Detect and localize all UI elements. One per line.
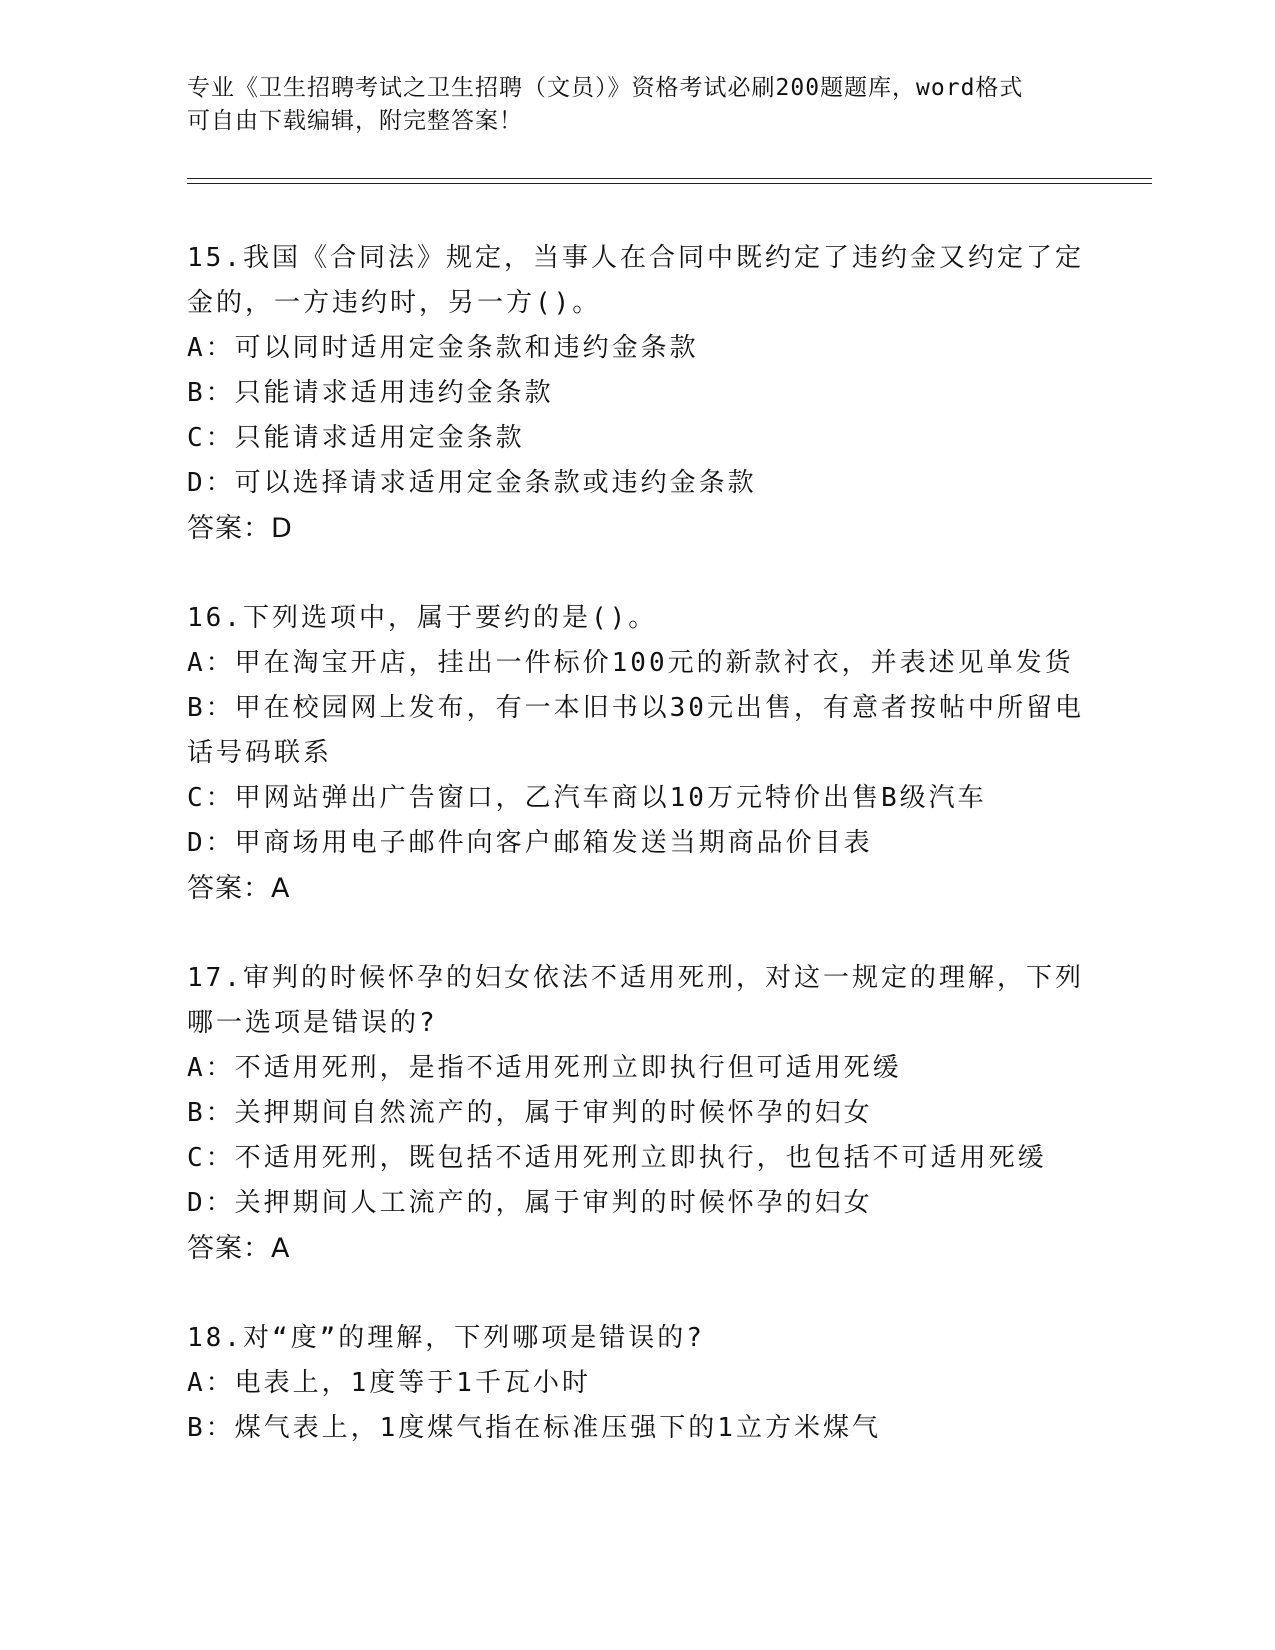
option-a: A：不适用死刑，是指不适用死刑立即执行但可适用死缓: [187, 1053, 902, 1083]
option-d: D：关押期间人工流产的，属于审判的时候怀孕的妇女: [187, 1188, 873, 1218]
question-text: 17.审判的时候怀孕的妇女依法不适用死刑，对这一规定的理解，下列哪一选项是错误的?: [187, 963, 1084, 1038]
option-b: B：煤气表上，1度煤气指在标准压强下的1立方米煤气: [187, 1413, 881, 1443]
option-b: B：只能请求适用违约金条款: [187, 378, 554, 408]
question-text: 18.对“度”的理解，下列哪项是错误的?: [187, 1323, 705, 1353]
option-b: B：关押期间自然流产的，属于审判的时候怀孕的妇女: [187, 1098, 873, 1128]
answer: 答案：A: [187, 1233, 291, 1264]
answer: 答案：A: [187, 873, 291, 904]
option-d: D：可以选择请求适用定金条款或违约金条款: [187, 468, 757, 498]
header-line-2: 可自由下载编辑，附完整答案！: [187, 108, 523, 134]
question-text: 16.下列选项中，属于要约的是()。: [187, 603, 658, 633]
option-c: C：甲网站弹出广告窗口，乙汽车商以10万元特价出售B级汽车: [187, 783, 987, 813]
answer: 答案：D: [187, 513, 293, 544]
question-16: [187, 596, 1087, 912]
header-rule-bottom: [187, 183, 1152, 184]
option-a: A：甲在淘宝开店，挂出一件标价100元的新款衬衣，并表述见单发货: [187, 648, 1074, 678]
header-line-1: 专业《卫生招聘考试之卫生招聘（文员）》资格考试必刷200题题库，word格式: [187, 75, 1024, 101]
option-a: A：可以同时适用定金条款和违约金条款: [187, 333, 699, 363]
document-header: [187, 72, 1067, 138]
option-d: D：甲商场用电子邮件向客户邮箱发送当期商品价目表: [187, 828, 873, 858]
option-b: B：甲在校园网上发布，有一本旧书以30元出售，有意者按帖中所留电话号码联系: [187, 693, 1084, 768]
question-15: [187, 236, 1087, 552]
question-text: 15.我国《合同法》规定，当事人在合同中既约定了违约金又约定了定金的，一方违约时，另一方()。: [187, 243, 1084, 318]
question-18: [187, 1316, 1087, 1451]
question-17: [187, 956, 1087, 1272]
header-rule-top: [187, 178, 1152, 179]
option-c: C：不适用死刑，既包括不适用死刑立即执行，也包括不可适用死缓: [187, 1143, 1047, 1173]
option-c: C：只能请求适用定金条款: [187, 423, 525, 453]
question-list: [187, 236, 1087, 1495]
option-a: A：电表上，1度等于1千瓦小时: [187, 1368, 591, 1398]
